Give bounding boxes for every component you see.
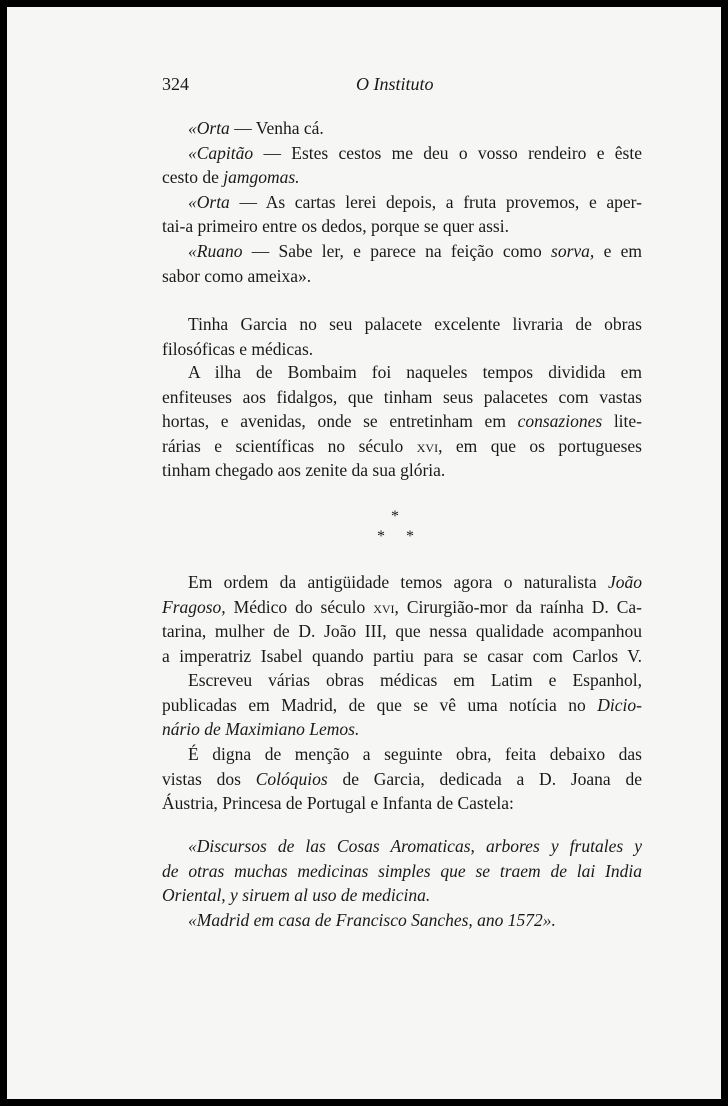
dialogue-text: Venha cá.: [255, 118, 324, 138]
text-span: , Cirurgião-mor da raínha D. Ca-: [394, 596, 642, 617]
text-span: Médico do século: [225, 596, 374, 617]
dialogue-text: e em: [594, 240, 642, 261]
speaker-name: «Ruano: [188, 240, 243, 261]
paragraph: [162, 312, 642, 361]
text-line: tinham chegado aos zenite da sua glória.: [162, 460, 446, 481]
text-line: [162, 570, 642, 595]
section-asterism: [360, 508, 440, 548]
paragraph: [162, 742, 642, 816]
text-line: [162, 767, 642, 792]
paragraph: [162, 668, 642, 742]
asterisk: *: [406, 528, 414, 545]
dialogue-italic: jamgomas.: [223, 167, 300, 188]
text-span: de Garcia, dedicada a D. Joana de: [327, 768, 642, 789]
dialogue-italic: sorva,: [551, 240, 595, 261]
dialogue-line: [162, 141, 642, 166]
text-span: lite-: [602, 411, 642, 432]
dialogue-text: tai-a primeiro entre os dedos, porque se quer assi.: [162, 216, 509, 237]
text-span: publicadas em Madrid, de que se vê uma notícia no: [162, 694, 598, 715]
smallcaps-term: xvi: [416, 435, 439, 456]
page-header: [162, 74, 642, 98]
asterisk: *: [391, 508, 399, 525]
text-line: [162, 693, 642, 718]
text-line: Tinha Garcia no seu palacete excelente livraria de obras: [188, 314, 642, 334]
dialogue-line: [162, 264, 642, 289]
dash: —: [253, 142, 292, 163]
text-span: , em que os portugueses: [438, 435, 642, 456]
text-line: enfiteuses aos fidalgos, que tinham seus palacetes com vastas: [162, 386, 642, 407]
text-line: [162, 595, 642, 620]
dialogue-line: [162, 116, 642, 141]
italic-name: João: [607, 572, 642, 592]
text-line: tarina, mulher de D. João III, que nessa qualidade acompanhou: [162, 621, 642, 642]
quote-line: «Madrid em casa de Francisco Sanches, ano 1572».: [188, 909, 556, 930]
dash: —: [229, 118, 256, 138]
book-title-quote: [162, 834, 642, 932]
quote-line: Oriental, y siruem al uso de medicina.: [162, 885, 431, 906]
quote-line: «Discursos de las Cosas Aromaticas, arbores y frutales y: [188, 836, 642, 856]
speaker-name: «Orta: [188, 191, 230, 212]
text-line: É digna de menção a seguinte obra, feita debaixo das: [188, 744, 642, 764]
dialogue-line: [162, 214, 642, 239]
italic-title: Dicio-: [597, 694, 642, 715]
dialogue-text: sabor como ameixa».: [162, 265, 312, 286]
text-line: a imperatriz Isabel quando partiu para se casar com Carlos V.: [162, 645, 642, 666]
running-title: O Instituto: [356, 74, 434, 94]
dialogue-line: [162, 239, 642, 264]
dialogue-line: [162, 190, 642, 215]
text-line: A ilha de Bombaim foi naqueles tempos dividida em: [188, 362, 642, 382]
dialogue-text: Sabe ler, e parece na feição como: [278, 240, 552, 261]
smallcaps-term: xvi: [373, 596, 395, 617]
paragraph: [162, 570, 642, 668]
text-span: Em ordem da antigüidade temos agora o naturalista: [188, 572, 608, 592]
text-span: rárias e scientíficas no século: [162, 435, 417, 456]
text-line: filosóficas e médicas.: [162, 338, 314, 359]
text-line: [162, 717, 642, 742]
text-span: vistas dos: [162, 768, 256, 789]
text-line: [162, 434, 642, 459]
paragraph: [162, 360, 642, 483]
speaker-name: «Capitão: [188, 142, 254, 163]
italic-name: Fragoso,: [162, 596, 226, 617]
dash: —: [229, 191, 266, 212]
speaker-name: «Orta: [188, 118, 230, 138]
dialogue-text: As cartas lerei depois, a fruta provemos, e aper-: [265, 191, 642, 212]
page-number: 324: [162, 74, 189, 94]
text-line: Áustria, Princesa de Portugal e Infanta de Castela:: [162, 793, 514, 814]
dash: —: [242, 240, 279, 261]
italic-term: consaziones: [517, 411, 603, 432]
text-line: Escreveu várias obras médicas em Latim e Espanhol,: [188, 670, 642, 690]
dialogue-text: Estes cestos me deu o vosso rendeiro e êste: [291, 142, 642, 163]
dialogue-text: cesto de: [162, 167, 224, 188]
dialogue-block: [162, 116, 642, 288]
quote-line: de otras muchas medicinas simples que se traem de lai India: [162, 860, 642, 881]
italic-title: nário de Maximiano Lemos.: [162, 719, 360, 740]
dialogue-line: [162, 165, 642, 190]
text-line: [162, 409, 642, 434]
text-span: hortas, e avenidas, onde se entretinham em: [162, 411, 518, 432]
italic-title: Colóquios: [255, 768, 328, 789]
asterisk: *: [377, 528, 385, 545]
